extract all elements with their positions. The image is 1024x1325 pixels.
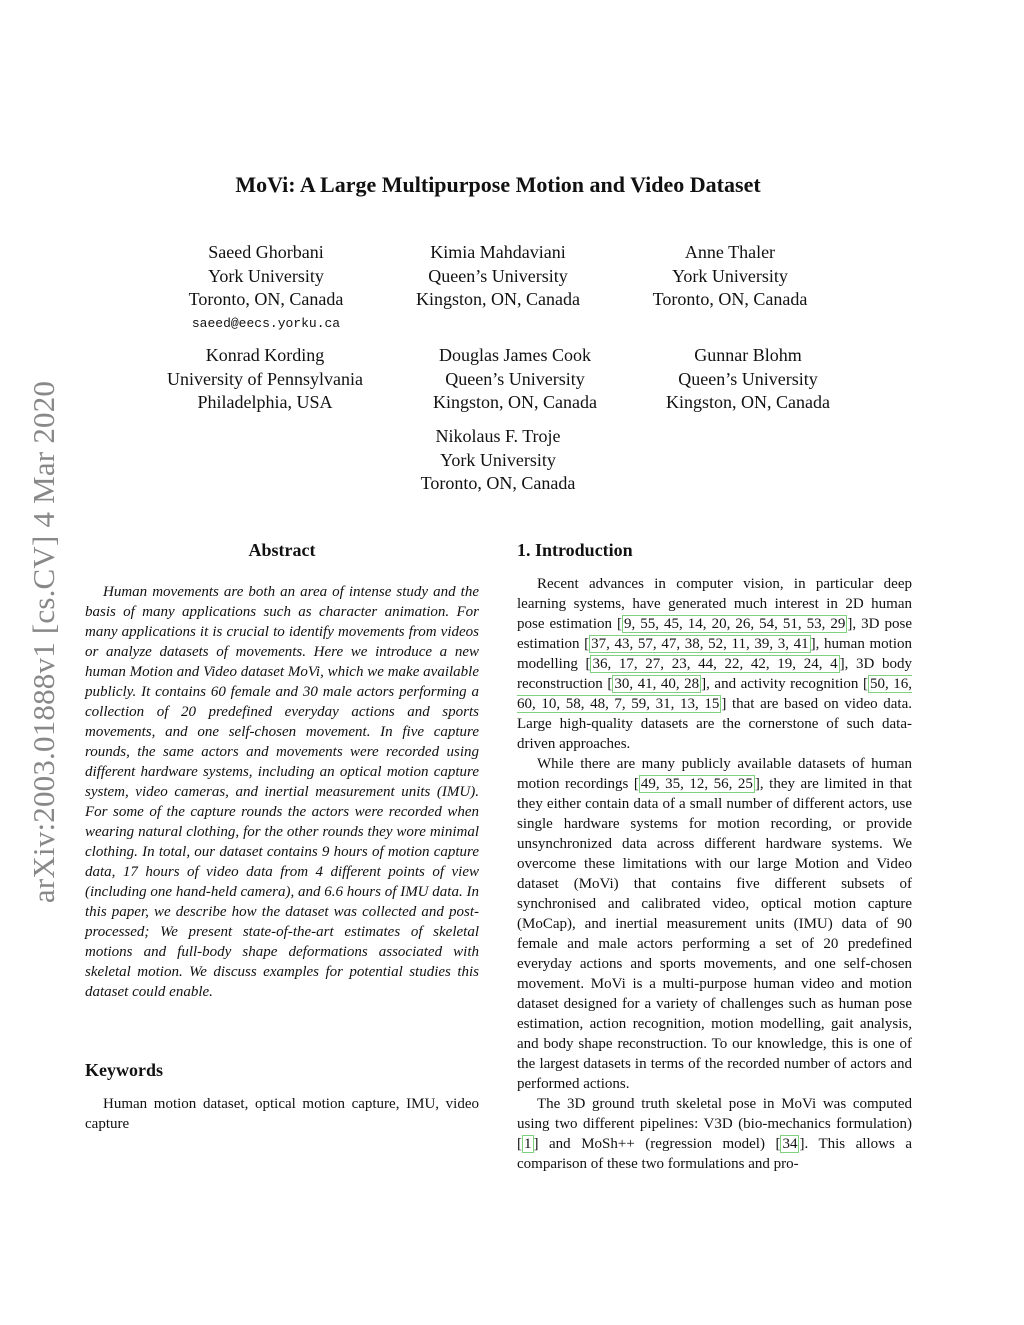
author-affiliation: Queen’s University bbox=[445, 368, 585, 389]
citation-link[interactable]: 37, 43, 57, 47, 38, 52, 11, 39, 3, 41 bbox=[591, 636, 809, 652]
citation-link[interactable]: 30, 41, 40, 28 bbox=[614, 676, 700, 692]
arxiv-side-stamp: arXiv:2003.01888v1 [cs.CV] 4 Mar 2020 bbox=[26, 380, 61, 904]
intro-paragraph: Recent advances in computer vision, in particular deep learning systems, have generated much interest in 2D human pose estimation [ 9, 55, 45, 14, 20, 26, 54, 51, 53, 29 ], 3D pose estimation [ 37, 43, 57, 47, 38, 52, 11, 39, 3, 41 ], human motion modelling [ 36, 17, 27, 23, 44, 22, 42, 19, 24, 4 ], 3D body reconstruction [ 30, 41, 40, 28 ], and activity recognition [ 50, 16, 60, 10, 58, 48, 7, 59, 31, 13, 15 ] that are based on video data. Large high-quality datasets are the cornerstone of such data-driven approaches. bbox=[517, 576, 913, 752]
author-name: Konrad Kording bbox=[205, 345, 325, 365]
author-name: Gunnar Blohm bbox=[694, 345, 802, 365]
citation-link[interactable]: 34 bbox=[782, 1136, 798, 1152]
author-name: Anne Thaler bbox=[684, 242, 776, 262]
author-block bbox=[416, 241, 580, 312]
author-affiliation: Queen’s University bbox=[678, 368, 818, 389]
author-affiliation: York University bbox=[208, 265, 324, 286]
abstract-text: Human movements are both an area of intense study and the basis of many applications such as character animation. For many applications it is crucial to identify movements from videos or analyze datasets of movements. Here we introduce a new human Motion and Video dataset MoVi, which we make available publicly. It contains 60 female and 30 male actors performing a collection of 20 predefined everyday actions and sports movements, and one self-chosen movement. In five capture rounds, the same actors and movements were recorded using different hardware systems, including an optical motion capture system, video cameras, and inertial measurement units (IMU). For some of the capture rounds the actors were recorded when wearing natural clothing, for the other rounds they wore minimal clothing. In total, our dataset contains 9 hours of motion capture data, 17 hours of video data from 4 different points of view (including one hand-held camera), and 6.6 hours of IMU data. In this paper, we describe how the dataset was collected and post-processed; We present state-of-the-art estimates of skeletal motions and full-body shape deformations associated with skeletal motion. We discuss examples for potential studies this dataset could enable. bbox=[85, 584, 479, 1000]
author-block bbox=[421, 425, 576, 496]
author-email[interactable]: saeed@eecs.yorku.ca bbox=[191, 315, 341, 331]
author-name: Nikolaus F. Troje bbox=[435, 426, 561, 446]
citation-link[interactable]: 49, 35, 12, 56, 25 bbox=[640, 776, 753, 792]
introduction-heading: 1. Introduction bbox=[517, 540, 633, 560]
paper-title: MoVi: A Large Multipurpose Motion and Video Dataset bbox=[235, 172, 761, 197]
citation-link[interactable]: 1 bbox=[524, 1136, 532, 1152]
author-location: Kingston, ON, Canada bbox=[433, 392, 597, 412]
citation-link[interactable]: 9, 55, 45, 14, 20, 26, 54, 51, 53, 29 bbox=[624, 616, 846, 632]
author-block bbox=[189, 241, 344, 336]
author-block bbox=[167, 344, 363, 415]
citation-link[interactable]: 36, 17, 27, 23, 44, 22, 42, 19, 24, 4 bbox=[592, 656, 838, 672]
author-affiliation: York University bbox=[672, 265, 788, 286]
author-name: Kimia Mahdaviani bbox=[430, 242, 566, 262]
author-affiliation: University of Pennsylvania bbox=[167, 368, 363, 389]
author-location: Toronto, ON, Canada bbox=[420, 473, 576, 493]
abstract-heading: Abstract bbox=[248, 540, 316, 560]
citation-link[interactable]: 50, 16, 60, 10, 58, 48, 7, 59, 31, 13, 15 bbox=[517, 676, 912, 712]
author-affiliation: York University bbox=[440, 449, 556, 470]
author-block bbox=[653, 241, 808, 312]
author-affiliation: Queen’s University bbox=[428, 265, 568, 286]
keywords-text: Human motion dataset, optical motion capture, IMU, video capture bbox=[85, 1096, 479, 1132]
author-name: Saeed Ghorbani bbox=[208, 242, 324, 262]
author-location: Toronto, ON, Canada bbox=[188, 289, 344, 309]
author-location: Toronto, ON, Canada bbox=[652, 289, 808, 309]
intro-paragraph: The 3D ground truth skeletal pose in MoVi was computed using two different pipelines: V3D (bio-mechanics formulation) [ 1 ] and MoSh++ (regression model) [ 34 ]. This allows a comparison of these two formulations and pro- bbox=[517, 1096, 913, 1172]
author-location: Philadelphia, USA bbox=[197, 392, 333, 412]
keywords-heading: Keywords bbox=[85, 1060, 163, 1080]
author-location: Kingston, ON, Canada bbox=[666, 392, 830, 412]
intro-paragraph: While there are many publicly available datasets of human motion recordings [ 49, 35, 12, 56, 25 ], they are limited in that they either contain data of a small number of different actors, use single hardware systems for motion recording, or provide unsynchronized data across different hardware systems. We overcome these limitations with our large Motion and Video dataset (MoVi) that contains five different subsets of synchronised and calibrated video, optical motion capture (MoCap), and inertial measurement units (IMU) data of 90 female and male actors performing a set of 20 predefined everyday actions and sports movements, and one self-chosen movement. MoVi is a multi-purpose human video and motion dataset designed for a variety of challenges such as human pose estimation, action recognition, motion modelling, gait analysis, and body shape reconstruction. To our knowledge, this is one of the largest datasets in terms of the recorded number of actors and performed actions. bbox=[517, 756, 912, 1092]
introduction-body bbox=[517, 574, 912, 1174]
author-block bbox=[666, 344, 830, 415]
author-location: Kingston, ON, Canada bbox=[416, 289, 580, 309]
author-name: Douglas James Cook bbox=[438, 345, 591, 365]
author-block bbox=[433, 344, 597, 415]
